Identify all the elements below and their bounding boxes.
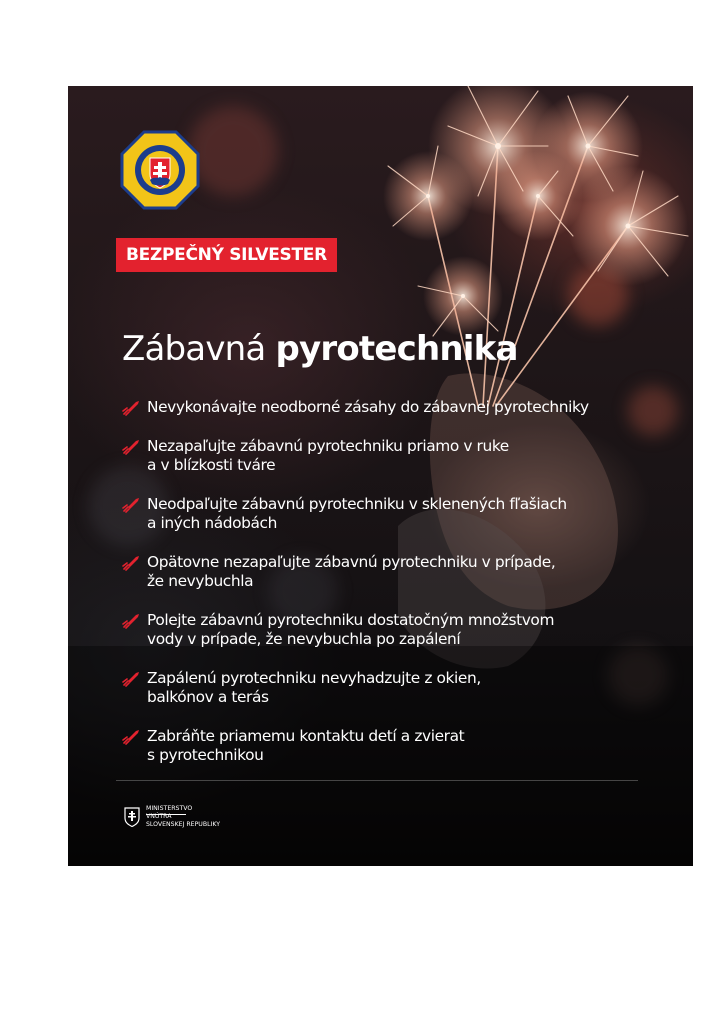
list-item — [122, 669, 682, 708]
list-item-line: vody v prípade, že nevybuchla po zapálení — [147, 630, 461, 648]
list-item-line: a v blízkosti tváre — [147, 456, 276, 474]
title-light: Zábavná — [122, 329, 266, 369]
rocket-icon — [122, 400, 140, 416]
rules-list — [122, 398, 682, 766]
list-item-line: a iných nádobách — [147, 514, 277, 532]
list-item-line: balkónov a terás — [147, 688, 269, 706]
rocket-icon — [122, 439, 140, 455]
list-item — [122, 398, 682, 418]
list-item — [122, 437, 682, 476]
list-item-line: Neodpaľujte zábavnú pyrotechniku v sklenených fľašiach — [147, 494, 567, 513]
list-item — [122, 553, 682, 592]
rocket-icon — [122, 613, 140, 629]
rocket-icon — [122, 729, 140, 745]
rocket-icon — [122, 671, 140, 687]
divider — [116, 780, 638, 781]
list-item — [122, 495, 682, 534]
list-item-line: s pyrotechnikou — [147, 746, 264, 764]
list-item-line: Nevykonávajte neodborné zásahy do zábavnej pyrotechniky — [147, 398, 589, 416]
poster — [68, 86, 693, 866]
ministry-line1: MINISTERSTVO — [146, 805, 193, 812]
list-item — [122, 611, 682, 650]
list-item-line: Nezapaľujte zábavnú pyrotechniku priamo v ruke — [147, 436, 509, 455]
fire-rescue-emblem-icon — [120, 130, 200, 210]
list-item — [122, 727, 682, 766]
list-item-line: Polejte zábavnú pyrotechniku dostatočným množstvom — [147, 610, 555, 629]
slovak-coat-of-arms-icon — [124, 807, 140, 827]
list-item-line: Opätovne nezapaľujte zábavnú pyrotechniku v prípade, — [147, 552, 556, 571]
list-item-line: že nevybuchla — [147, 572, 254, 590]
list-item-line: Zabráňte priamemu kontaktu detí a zvierat — [147, 726, 465, 745]
rocket-icon — [122, 555, 140, 571]
rocket-icon — [122, 497, 140, 513]
ministry-line3: SLOVENSKEJ REPUBLIKY — [146, 821, 220, 828]
list-item-line: Zapálenú pyrotechniku nevyhadzujte z okien, — [147, 668, 481, 687]
ministry-name — [146, 805, 220, 829]
title-bold: pyrotechnika — [275, 329, 518, 369]
page-title — [122, 326, 518, 372]
event-badge: BEZPEČNÝ SILVESTER — [116, 238, 337, 272]
ministry-line2: VNÚTRA — [146, 813, 172, 820]
